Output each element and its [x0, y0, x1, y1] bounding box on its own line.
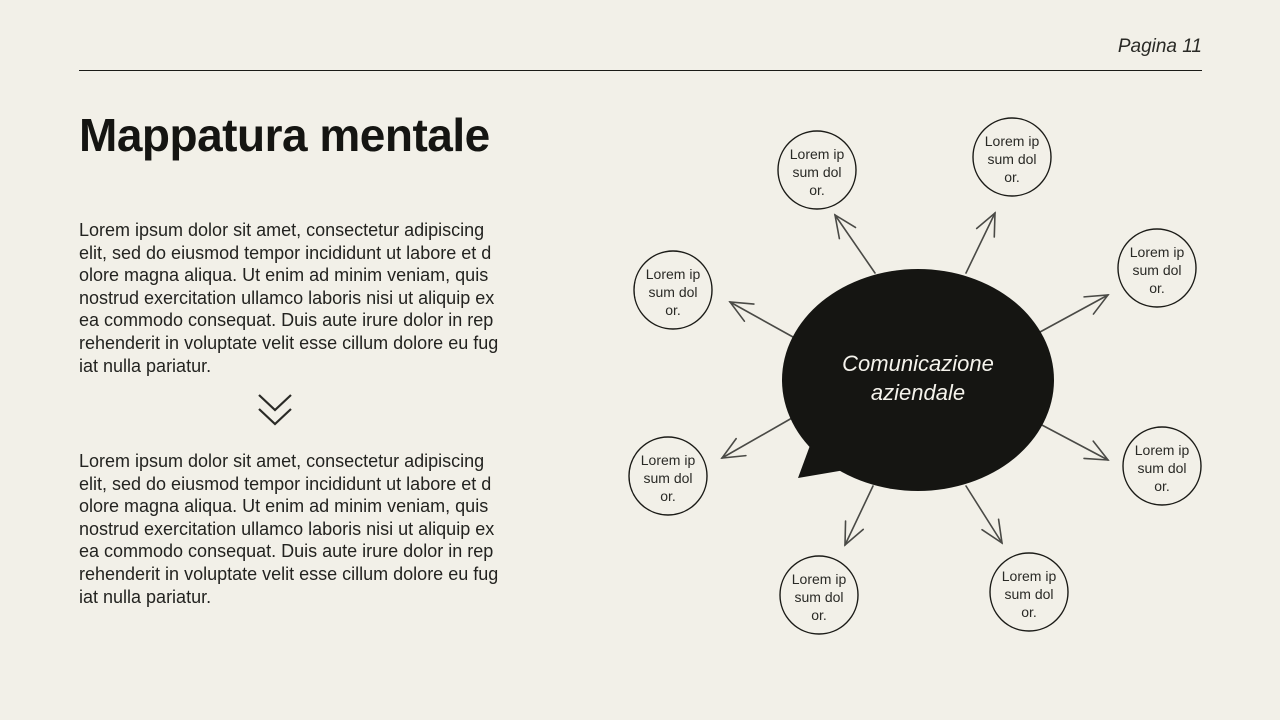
mind-map-diagram — [600, 100, 1240, 660]
body-paragraph-2: Lorem ipsum dolor sit amet, consectetur adipiscing elit, sed do eiusmod tempor incididunt ut labore et dolore magna aliqua. Ut enim ad minim veniam, quis nostrud exercitation ullamco laboris nisi ut aliquip ex ea commodo consequat. Duis aute irure dolor in reprehenderit in voluptate velit esse cillum dolore eu fugiat nulla pariatur. — [79, 451, 499, 607]
mind-map-node-bottom-left — [780, 556, 858, 634]
node-label-line: Lorem ip — [789, 146, 845, 162]
node-label-line: sum dol — [794, 589, 844, 605]
arrow-top-right — [966, 213, 995, 273]
node-label-line: Lorem ip — [984, 133, 1040, 149]
arrow-upper-right — [1040, 295, 1108, 332]
center-label-line-1: Comunicazione — [842, 351, 994, 376]
header-divider — [79, 70, 1202, 71]
node-label-line: Lorem ip — [1001, 568, 1057, 584]
mind-map-node-lower-right — [1123, 427, 1201, 505]
node-label-line: Lorem ip — [1134, 442, 1190, 458]
node-label-line: sum dol — [648, 284, 698, 300]
node-label-line: or. — [1154, 478, 1170, 494]
double-chevron-down-icon — [257, 393, 293, 429]
node-label-line: Lorem ip — [645, 266, 701, 282]
center-label-line-2: aziendale — [870, 380, 966, 405]
mind-map-node-upper-left — [634, 251, 712, 329]
node-label-line: or. — [665, 302, 681, 318]
body-paragraph-1: Lorem ipsum dolor sit amet, consectetur adipiscing elit, sed do eiusmod tempor incididunt ut labore et dolore magna aliqua. Ut enim ad minim veniam, quis nostrud exercitation ullamco laboris nisi ut aliquip ex ea commodo consequat. Duis aute irure dolor in reprehenderit in voluptate velit esse cillum dolore eu fugiat nulla pariatur. — [79, 220, 499, 376]
node-label-line: sum dol — [987, 151, 1037, 167]
node-label-line: or. — [809, 182, 825, 198]
node-label-line: or. — [1021, 604, 1037, 620]
page-number: Pagina 11 — [1117, 36, 1202, 57]
arrowhead-lower-right — [1084, 441, 1108, 460]
node-label-line: Lorem ip — [791, 571, 847, 587]
node-label-line: sum dol — [643, 470, 693, 486]
arrow-bottom-right — [966, 486, 1002, 543]
arrow-bottom-left — [845, 486, 873, 545]
mind-map-node-top-left — [778, 131, 856, 209]
node-label-line: Lorem ip — [1129, 244, 1185, 260]
node-label-line: or. — [1004, 169, 1020, 185]
node-label-line: or. — [660, 488, 676, 504]
mind-map-node-top-right — [973, 118, 1051, 196]
mind-map-node-upper-right — [1118, 229, 1196, 307]
node-label-line: sum dol — [792, 164, 842, 180]
mind-map-node-bottom-right — [990, 553, 1068, 631]
node-label-line: sum dol — [1132, 262, 1182, 278]
node-label-line: sum dol — [1004, 586, 1054, 602]
arrow-lower-right — [1040, 424, 1108, 460]
arrow-top-left — [835, 215, 875, 273]
mind-map-node-lower-left — [629, 437, 707, 515]
node-label-line: or. — [811, 607, 827, 623]
arrow-lower-left — [722, 418, 792, 458]
slide-title: Mappatura mentale — [79, 109, 490, 161]
center-speech-bubble — [782, 269, 1054, 491]
arrow-upper-left — [730, 302, 793, 337]
node-label-line: Lorem ip — [640, 452, 696, 468]
node-label-line: or. — [1149, 280, 1165, 296]
node-label-line: sum dol — [1137, 460, 1187, 476]
